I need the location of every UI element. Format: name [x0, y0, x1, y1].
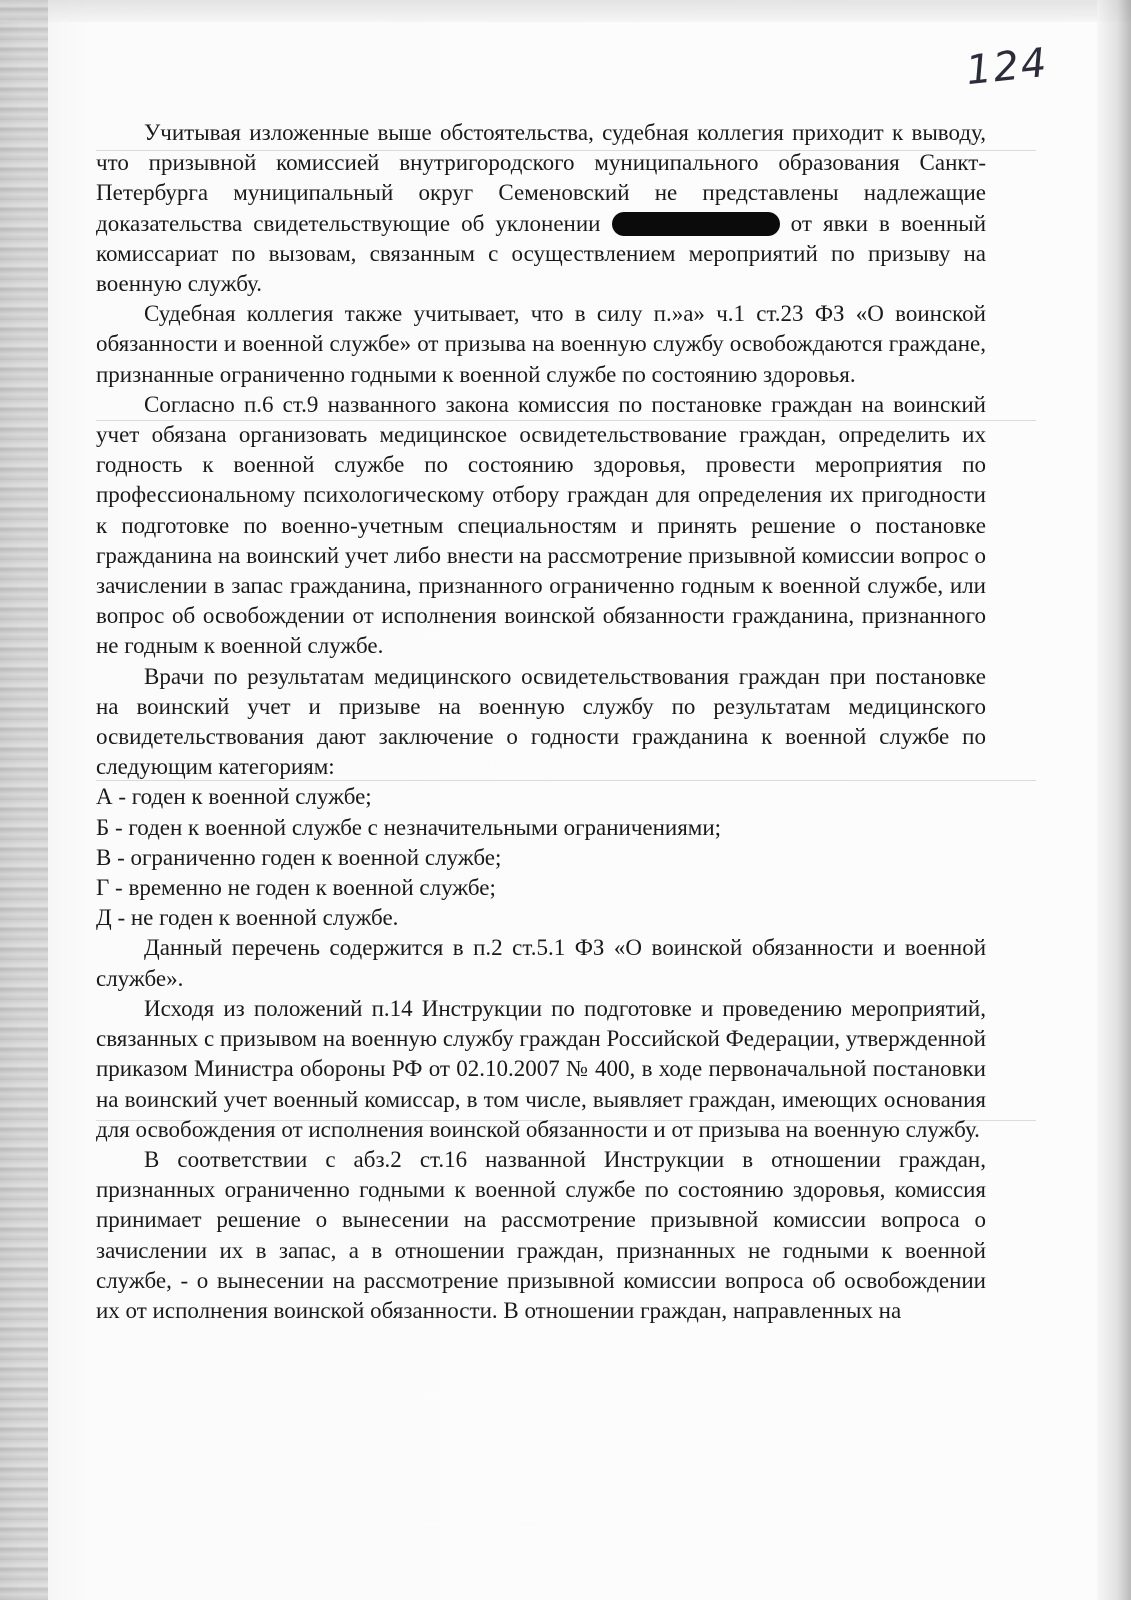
category-item: Д - не годен к военной службе. — [96, 905, 399, 931]
paragraph-medical-categories: Врачи по результатам медицинского освидетельствования граждан при постановке на воинский учет и призыве на военную службу по результатам медицинского освидетельствования дают заключение о годности гражданина к военной службе по следующим категориям: — [96, 663, 986, 780]
document-body — [96, 118, 986, 1326]
paragraph-instruction-16: В соответствии с абз.2 ст.16 названной Инструкции в отношении граждан, признанных ограниченно годными к военной службе по состоянию здоровья, комиссия принимает решение о вынесении на рассмотрение призывной комиссии вопроса о зачислении их в запас, а в отношении граждан, признанных не годными к военной службе, - о вынесении на рассмотрение призывной комиссии вопроса об освобождении их от исполнения воинской обязанности. В отношении граждан, направленных на — [96, 1146, 986, 1323]
handwritten-page-number: 124 — [963, 39, 1051, 95]
category-item: Г - временно не годен к военной службе; — [96, 875, 496, 901]
paragraph-conclusion — [96, 118, 986, 299]
paragraph-text: Учитывая изложенные выше обстоятельства, судебная коллегия приходит к выводу, что призывной комиссией внутригородского муниципального образования Санкт-Петербурга муниципальный округ Семеновский не представлены надлежащие доказательства свидетельствующие об уклонении — [96, 120, 986, 236]
category-item: В - ограниченно годен к военной службе; — [96, 844, 502, 870]
redaction-mark — [612, 212, 780, 236]
paragraph-law-reference: Данный перечень содержится в п.2 ст.5.1 ФЗ «О воинской обязанности и военной службе». — [96, 935, 986, 991]
paragraph-exemption: Судебная коллегия также учитывает, что в силу п.»а» ч.1 ст.23 ФЗ «О воинской обязанности и военной службе» от призыва на военную службу освобождаются граждане, признанные ограниченно годными к военной службе по состоянию здоровья. — [96, 301, 986, 387]
scan-shadow-top — [0, 0, 1131, 22]
paragraph-instruction-14: Исходя из положений п.14 Инструкции по подготовке и проведению мероприятий, связанных с призывом на военную службу граждан Российской Федерации, утвержденной приказом Министра обороны РФ от 02.10.2007 № 400, в ходе первоначальной постановки на воинский учет военный комиссар, в том числе, выявляет граждан, имеющих основания для освобождения от исполнения воинской обязанности и от призыва на военную службу. — [96, 995, 986, 1142]
category-item: Б - годен к военной службе с незначительными ограничениями; — [96, 814, 722, 840]
paragraph-commission-duties: Согласно п.6 ст.9 названного закона комиссия по постановке граждан на воинский учет обязана организовать медицинское освидетельствование граждан, определить их годность к военной службе по состоянию здоровья, провести мероприятия по профессиональному психологическому отбору граждан для определения их пригодности к подготовке по военно-учетным специальностям и принять решение о постановке гражданина на воинский учет либо внести на рассмотрение призывной комиссии вопрос о зачислении в запас гражданина, признанного ограниченно годным к военной службе, или вопрос об освобождении от исполнения воинской обязанности гражданина, признанного не годным к военной службе. — [96, 391, 986, 659]
category-item: А - годен к военной службе; — [96, 784, 372, 810]
scan-shadow-right — [1097, 0, 1131, 1600]
paragraph-text: от явки в военный комиссариат по вызовам, связанным с осуществлением мероприятий по призыву на военную службу. — [96, 210, 987, 297]
scan-shadow-left — [0, 0, 48, 1600]
